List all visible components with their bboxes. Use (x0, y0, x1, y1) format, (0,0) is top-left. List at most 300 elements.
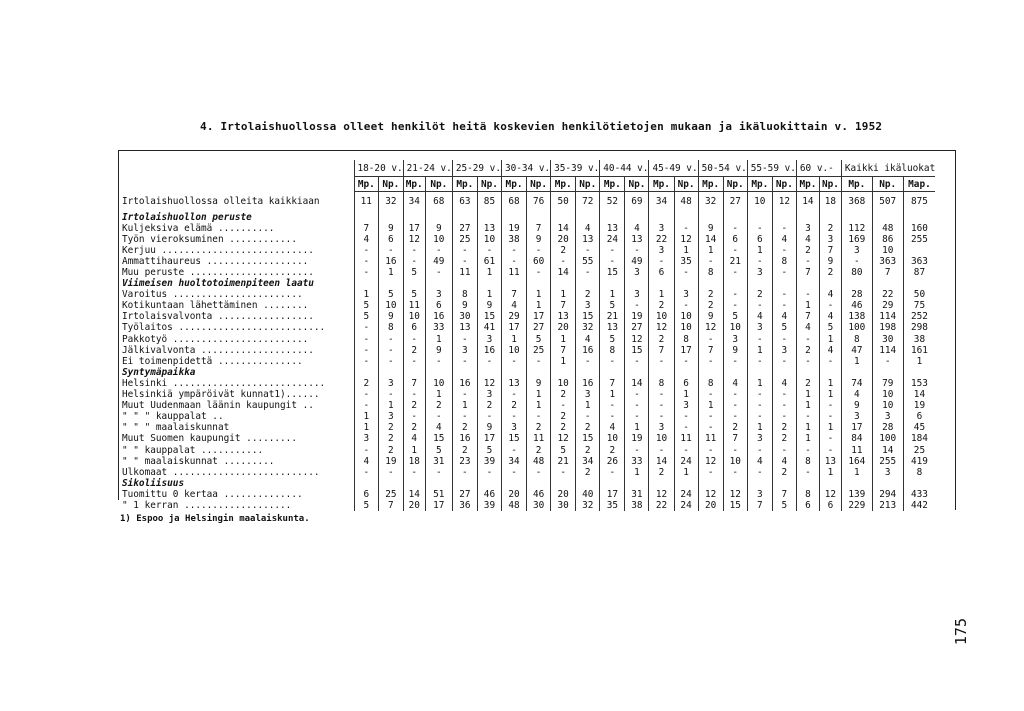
table-cell: 12 (819, 489, 841, 500)
table-cell: 60 (527, 256, 551, 267)
table-cell: 12 (625, 334, 649, 345)
table-cell: 3 (747, 322, 772, 333)
table-cell: - (625, 356, 649, 367)
table-cell: 139 (841, 489, 872, 500)
sex-header: Np. (527, 177, 551, 192)
table-cell: 9 (723, 345, 747, 356)
table-cell: - (698, 422, 723, 433)
table-cell: - (698, 389, 723, 400)
table-row (118, 289, 935, 300)
table-cell: 8 (649, 378, 674, 389)
table-cell: - (747, 411, 772, 422)
table-cell: 2 (551, 422, 576, 433)
table-cell: 11 (403, 300, 425, 311)
table-cell (501, 367, 526, 378)
table-cell: - (723, 389, 747, 400)
table-cell: - (576, 267, 600, 278)
table-row (118, 223, 935, 234)
table-cell: - (649, 256, 674, 267)
table-cell: 28 (841, 289, 872, 300)
table-cell: 2 (796, 345, 819, 356)
table-cell: 30 (551, 500, 576, 511)
table-cell: - (649, 444, 674, 455)
table-cell: 7 (527, 223, 551, 234)
table-cell: 7 (379, 500, 404, 511)
table-cell: - (477, 245, 501, 256)
table-cell: 1 (551, 289, 576, 300)
table-cell (903, 245, 935, 256)
table-cell: 2 (477, 400, 501, 411)
table-cell: - (698, 256, 723, 267)
sex-header: Np. (576, 177, 600, 192)
table-cell: - (425, 245, 452, 256)
table-cell (551, 478, 576, 489)
table-cell: - (747, 444, 772, 455)
table-cell: 38 (625, 500, 649, 511)
table-cell: 1 (425, 389, 452, 400)
table-cell: 4 (600, 422, 625, 433)
table-cell: - (747, 389, 772, 400)
table-cell: 38 (903, 334, 935, 345)
section-heading-row (118, 278, 935, 289)
table-cell: 3 (796, 223, 819, 234)
table-cell (649, 212, 674, 223)
table-cell: - (747, 223, 772, 234)
table-cell: 41 (477, 322, 501, 333)
table-cell: - (698, 334, 723, 345)
table-cell: 36 (452, 500, 477, 511)
table-cell: - (354, 256, 379, 267)
table-cell: 1 (698, 245, 723, 256)
table-cell (625, 367, 649, 378)
table-cell: - (872, 356, 903, 367)
table-cell: 27 (723, 192, 747, 212)
table-cell: 31 (425, 456, 452, 467)
table-cell: - (649, 400, 674, 411)
table-cell: 1 (477, 289, 501, 300)
table-cell: 2 (772, 422, 796, 433)
table-cell: - (723, 411, 747, 422)
table-cell: 10 (425, 378, 452, 389)
table-cell: 3 (747, 267, 772, 278)
table-cell (527, 478, 551, 489)
table-cell: - (452, 467, 477, 478)
table-cell: 17 (600, 489, 625, 500)
table-cell: 14 (872, 444, 903, 455)
table-cell: 46 (527, 489, 551, 500)
table-cell: 7 (819, 245, 841, 256)
table-cell: - (354, 267, 379, 278)
table-cell (903, 478, 935, 489)
table-cell: 38 (501, 234, 526, 245)
table-cell: - (674, 356, 698, 367)
sex-header: Mp. (600, 177, 625, 192)
table-cell: 2 (576, 422, 600, 433)
row-label: Irtolaisvalvonta ................. (122, 311, 314, 323)
table-cell: 1 (379, 267, 404, 278)
section-heading-row (118, 212, 935, 223)
age-group-header: 55-59 v. (747, 160, 796, 177)
table-cell: - (452, 334, 477, 345)
table-cell: 169 (841, 234, 872, 245)
table-cell: 363 (872, 256, 903, 267)
table-cell (903, 367, 935, 378)
table-cell (841, 478, 872, 489)
table-row (118, 500, 935, 511)
table-cell: 10 (501, 345, 526, 356)
table-cell (425, 278, 452, 289)
sex-header: Mp. (796, 177, 819, 192)
row-label: Tuomittu 0 kertaa .............. (122, 488, 303, 500)
sex-header: Mp. (747, 177, 772, 192)
table-cell: 1 (674, 389, 698, 400)
table-cell: 7 (698, 345, 723, 356)
table-cell: - (796, 411, 819, 422)
table-cell: 2 (819, 267, 841, 278)
table-cell: - (772, 334, 796, 345)
table-cell: 9 (527, 378, 551, 389)
table-cell: 27 (452, 223, 477, 234)
table-row (118, 345, 935, 356)
table-cell: 4 (819, 311, 841, 322)
table-cell: 2 (576, 289, 600, 300)
table-cell: 32 (576, 500, 600, 511)
table-cell: 14 (796, 192, 819, 212)
table-cell: 6 (354, 489, 379, 500)
table-cell: 507 (872, 192, 903, 212)
table-cell (698, 278, 723, 289)
table-cell: 1 (796, 389, 819, 400)
table-cell (723, 278, 747, 289)
table-cell: 12 (698, 456, 723, 467)
table-cell: - (354, 400, 379, 411)
table-cell (674, 212, 698, 223)
table-cell: 7 (403, 378, 425, 389)
table-cell: 34 (576, 456, 600, 467)
table-cell: 9 (477, 422, 501, 433)
table-cell: 6 (649, 267, 674, 278)
table-cell: 12 (649, 489, 674, 500)
table-cell: 20 (551, 234, 576, 245)
table-cell: 5 (477, 444, 501, 455)
table-cell: 9 (841, 400, 872, 411)
table-cell (354, 367, 379, 378)
table-cell: 15 (576, 433, 600, 444)
table-cell: 86 (872, 234, 903, 245)
table-cell: 2 (698, 300, 723, 311)
footnote: 1) Espoo ja Helsingin maalaiskunta. (120, 514, 310, 524)
table-cell: - (747, 467, 772, 478)
table-cell: 72 (576, 192, 600, 212)
table-cell: - (403, 334, 425, 345)
table-cell: 12 (649, 322, 674, 333)
table-cell: - (527, 267, 551, 278)
sex-header: Np. (819, 177, 841, 192)
table-cell: 9 (819, 256, 841, 267)
table-cell (674, 367, 698, 378)
table-cell: 31 (625, 489, 649, 500)
table-cell: 14 (551, 223, 576, 234)
table-cell: - (452, 411, 477, 422)
table-cell (872, 367, 903, 378)
table-cell (477, 478, 501, 489)
table-cell: - (527, 411, 551, 422)
table-cell: 1 (576, 400, 600, 411)
table-cell: - (379, 245, 404, 256)
table-cell: 114 (872, 345, 903, 356)
table-cell (600, 278, 625, 289)
table-cell: 6 (819, 500, 841, 511)
table-cell: 2 (772, 467, 796, 478)
table-cell: - (403, 389, 425, 400)
table-cell (600, 478, 625, 489)
table-cell: - (698, 411, 723, 422)
table-cell: - (625, 400, 649, 411)
table-cell: 4 (772, 234, 796, 245)
table-cell: 229 (841, 500, 872, 511)
table-row (118, 467, 935, 478)
table-cell (772, 278, 796, 289)
table-cell: 13 (452, 322, 477, 333)
table-cell: - (501, 256, 526, 267)
table-row (118, 378, 935, 389)
table-cell: - (772, 245, 796, 256)
table-cell: 2 (551, 389, 576, 400)
table-cell: - (379, 345, 404, 356)
sex-header: Mp. (501, 177, 526, 192)
table-cell: 2 (649, 300, 674, 311)
row-label: Työlaitos .......................... (122, 322, 326, 334)
table-cell: - (796, 356, 819, 367)
row-label: Kerjuu ........................... (122, 244, 314, 256)
table-cell (649, 367, 674, 378)
frame-right-rule (955, 150, 956, 510)
table-cell: - (747, 300, 772, 311)
row-label: Työn vieroksuminen ............ (122, 233, 297, 245)
table-cell: 15 (576, 311, 600, 322)
section-heading-row (118, 478, 935, 489)
table-cell: - (796, 256, 819, 267)
table-cell: - (772, 400, 796, 411)
table-cell: 69 (625, 192, 649, 212)
row-label: " " maalaiskunnat ......... (122, 455, 275, 467)
table-cell: 2 (425, 400, 452, 411)
table-cell: - (819, 300, 841, 311)
table-cell: - (600, 400, 625, 411)
row-label: Ulkomaat .......................... (122, 466, 320, 478)
table-cell: 35 (600, 500, 625, 511)
table-cell: 3 (819, 234, 841, 245)
sex-header: Mp. (698, 177, 723, 192)
table-cell: 8 (698, 267, 723, 278)
table-cell: 4 (501, 300, 526, 311)
table-cell: 1 (747, 422, 772, 433)
table-cell: 6 (674, 378, 698, 389)
table-cell: - (772, 289, 796, 300)
table-cell: 20 (403, 500, 425, 511)
table-cell: 3 (649, 245, 674, 256)
table-cell: 3 (841, 245, 872, 256)
table-cell: - (600, 356, 625, 367)
table-cell: 4 (425, 422, 452, 433)
table-cell: 3 (576, 389, 600, 400)
table-cell: 164 (841, 456, 872, 467)
table-cell: 2 (796, 378, 819, 389)
table-cell: 5 (600, 300, 625, 311)
row-label: Irtolaishuollossa olleita kaikkiaan (122, 196, 320, 207)
table-cell: 10 (723, 456, 747, 467)
table-cell: - (600, 411, 625, 422)
table-cell: - (723, 223, 747, 234)
table-cell: 3 (477, 389, 501, 400)
table-cell: 6 (796, 500, 819, 511)
table-cell (841, 367, 872, 378)
table-cell: 63 (452, 192, 477, 212)
table-cell: 55 (576, 256, 600, 267)
table-cell: 2 (649, 334, 674, 345)
table-cell: 7 (354, 223, 379, 234)
table-cell (649, 278, 674, 289)
table-cell: - (425, 267, 452, 278)
table-row (118, 422, 935, 433)
table-cell: 25 (452, 234, 477, 245)
table-cell: - (379, 334, 404, 345)
table-cell: - (772, 389, 796, 400)
row-label: Helsinkiä ympäröivät kunnat1)...... (122, 389, 320, 401)
table-cell (354, 212, 379, 223)
table-cell: 442 (903, 500, 935, 511)
table-cell: 1 (819, 378, 841, 389)
table-cell: 12 (674, 234, 698, 245)
table-cell (576, 478, 600, 489)
table-cell: 16 (576, 378, 600, 389)
table-cell: 3 (841, 411, 872, 422)
table-cell: 16 (379, 256, 404, 267)
table-cell: - (674, 444, 698, 455)
table-cell: 11 (354, 192, 379, 212)
table-cell: 1 (354, 289, 379, 300)
table-cell: 49 (425, 256, 452, 267)
age-group-header-row (118, 160, 935, 177)
row-label: Muut Uudenmaan läänin kaupungit .. (122, 400, 314, 412)
table-cell: - (354, 356, 379, 367)
table-cell: - (425, 356, 452, 367)
table-cell: 9 (379, 223, 404, 234)
table-cell (527, 212, 551, 223)
table-cell: 24 (674, 489, 698, 500)
table-cell: - (379, 356, 404, 367)
table-cell: 3 (747, 433, 772, 444)
table-cell: - (354, 389, 379, 400)
table-cell: - (477, 356, 501, 367)
table-cell: - (674, 223, 698, 234)
table-cell: 9 (379, 311, 404, 322)
table-cell: 4 (819, 289, 841, 300)
table-cell: - (772, 267, 796, 278)
table-cell: 4 (403, 433, 425, 444)
table-cell: - (698, 467, 723, 478)
table-cell: 1 (425, 334, 452, 345)
table-cell: 5 (551, 444, 576, 455)
table-cell: 184 (903, 433, 935, 444)
table-cell: 3 (379, 411, 404, 422)
table-cell: 2 (819, 223, 841, 234)
table-cell: 17 (477, 433, 501, 444)
table-cell: 8 (796, 456, 819, 467)
table-cell: 138 (841, 311, 872, 322)
table-cell: 5 (403, 289, 425, 300)
table-cell (501, 212, 526, 223)
table-cell: 32 (576, 322, 600, 333)
table-cell: 16 (452, 433, 477, 444)
sex-header: Mp. (403, 177, 425, 192)
table-cell: 2 (698, 289, 723, 300)
table-cell: 4 (576, 223, 600, 234)
table-cell: 76 (527, 192, 551, 212)
table-cell (772, 212, 796, 223)
table-cell: 79 (872, 378, 903, 389)
table-cell: 2 (379, 422, 404, 433)
table-row (118, 400, 935, 411)
table-cell: 8 (379, 322, 404, 333)
section-heading: Syntymäpaikka (122, 366, 196, 378)
table-cell: 2 (747, 289, 772, 300)
table-cell: 11 (841, 444, 872, 455)
table-cell (841, 212, 872, 223)
table-cell: 10 (747, 192, 772, 212)
table-cell: 198 (872, 322, 903, 333)
table-cell (796, 212, 819, 223)
table-cell: 1 (527, 300, 551, 311)
table-row (118, 256, 935, 267)
table-cell: 1 (841, 467, 872, 478)
table-cell (723, 478, 747, 489)
table-cell (674, 278, 698, 289)
table-cell (527, 278, 551, 289)
table-cell: 30 (527, 500, 551, 511)
table-cell: 7 (501, 289, 526, 300)
table-cell: 20 (551, 322, 576, 333)
table-cell: - (723, 444, 747, 455)
sex-header: Map. (903, 177, 935, 192)
table-cell: 8 (903, 467, 935, 478)
table-cell: 5 (600, 334, 625, 345)
table-cell: 1 (625, 467, 649, 478)
table-cell: 160 (903, 223, 935, 234)
table-cell (576, 212, 600, 223)
table-cell: - (551, 467, 576, 478)
table-cell (477, 212, 501, 223)
table-cell: 1 (747, 345, 772, 356)
table-cell: 11 (674, 433, 698, 444)
table-cell (379, 278, 404, 289)
row-label: " " " kauppalat .. (122, 411, 224, 423)
table-cell: - (674, 267, 698, 278)
table-cell: 10 (649, 433, 674, 444)
table-cell (772, 367, 796, 378)
table-cell: - (819, 433, 841, 444)
table-cell: 34 (403, 192, 425, 212)
table-cell: 3 (477, 334, 501, 345)
section-heading-row (118, 367, 935, 378)
table-cell: 10 (872, 389, 903, 400)
table-cell: 4 (772, 311, 796, 322)
table-cell: 52 (600, 192, 625, 212)
table-cell: 12 (551, 433, 576, 444)
table-cell: 2 (600, 444, 625, 455)
table-cell: 10 (649, 311, 674, 322)
table-cell (698, 212, 723, 223)
